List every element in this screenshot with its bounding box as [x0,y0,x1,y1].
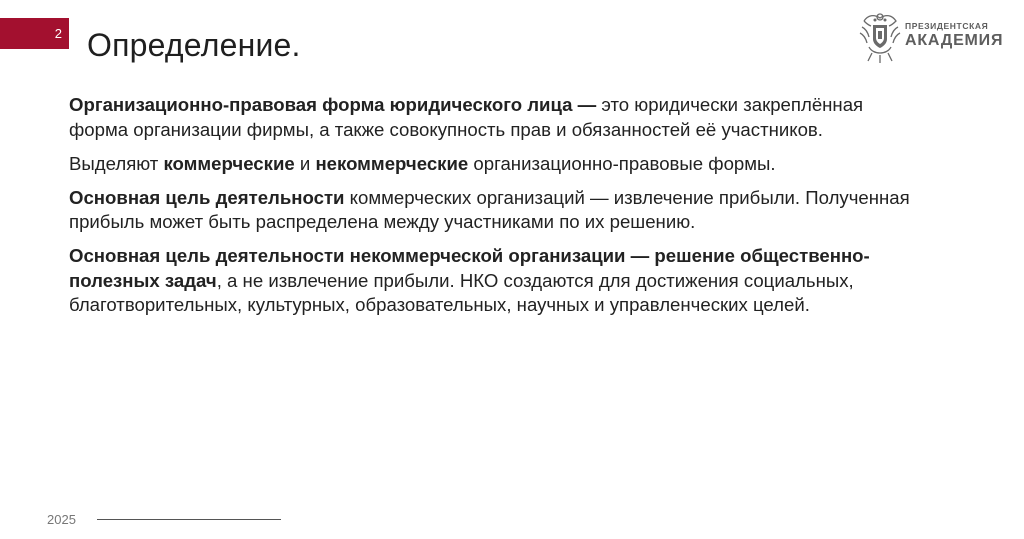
paragraph-commercial [69,186,919,235]
logo-line1: ПРЕЗИДЕНТСКАЯ [905,21,989,31]
paragraph-types [69,152,919,177]
paragraph-text: коммерческих организаций — извлечение прибыли. Полученная прибыль может быть распределена между участниками по их решению. [69,186,910,232]
bold-term: Организационно-правовая форма юридического лица — [69,94,602,115]
academy-logo [858,9,1004,65]
content-body [69,93,919,327]
slide-number-badge [0,18,69,49]
paragraph-text: организационно-правовые формы. [468,152,776,174]
bold-term: коммерческие [163,152,295,174]
footer-year: 2025 [47,512,76,527]
page-title: Определение. [87,27,301,63]
bold-term: Основная цель деятельности некоммерческой организации — решение общественно-полезных задач [69,245,870,291]
paragraph-text: это юридически закреплённая форма организации фирмы, а также совокупность прав и обязанностей её участников. [69,94,864,140]
bold-term: некоммерческие [315,152,469,174]
logo-line2: АКАДЕМИЯ [905,31,1004,49]
paragraph-text: Выделяют [69,152,164,174]
bold-term: Основная цель деятельности [69,186,345,208]
paragraph-text: , а не извлечение прибыли. НКО создаются для достижения социальных, благотворительных, культурных, образовательных, научных и управленческих целей. [69,269,854,315]
footer-divider [97,519,281,520]
emblem-icon [858,9,902,65]
paragraph-definition [69,93,919,142]
paragraph-noncommercial [69,244,919,318]
logo-text [905,22,1003,49]
paragraph-text: и [294,152,316,174]
slide-number: 2 [54,26,62,41]
